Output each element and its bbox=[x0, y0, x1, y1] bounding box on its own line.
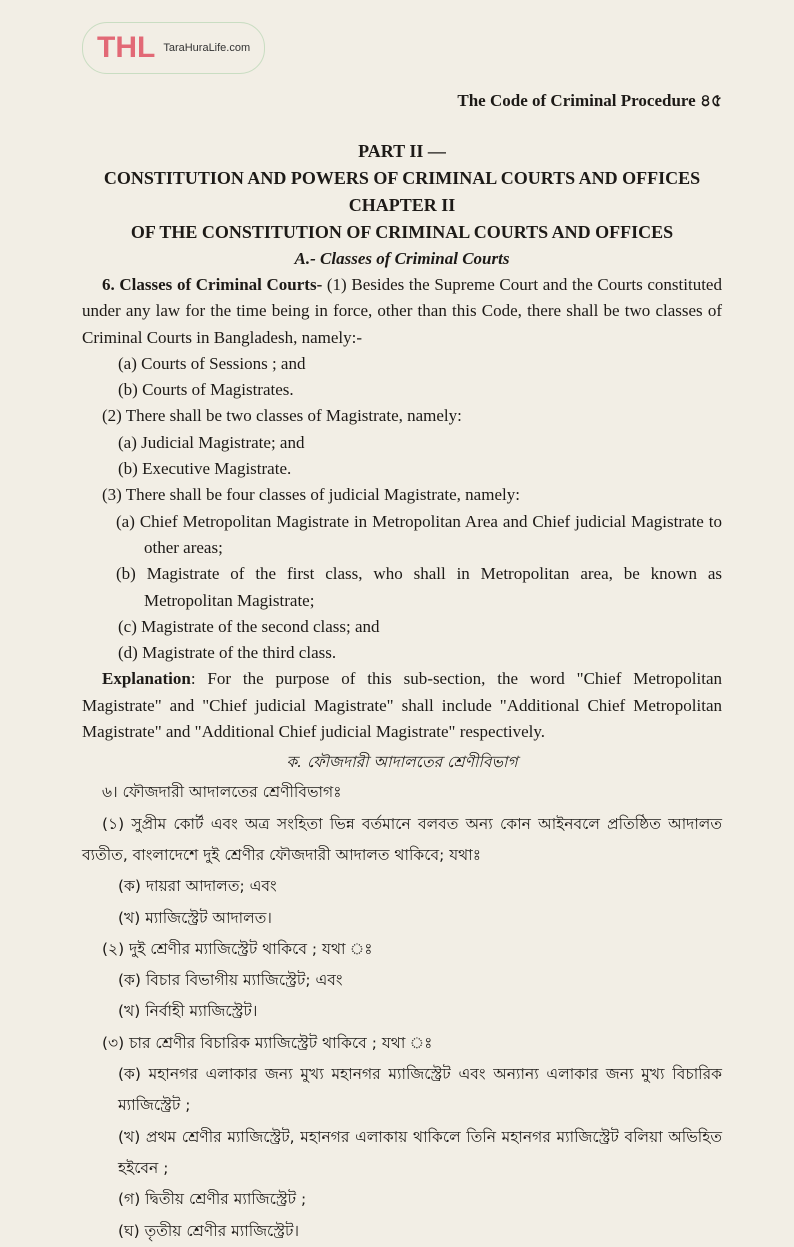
explanation-label: Explanation bbox=[102, 669, 191, 689]
list-item: (খ) নির্বাহী ম্যাজিস্ট্রেট। bbox=[118, 1002, 258, 1021]
list-item: (ক) মহানগর এলাকার জন্য মুখ্য মহানগর ম্যাজিস্ট্রেট এবং অন্যান্য এলাকার জন্য মুখ্য বিচারিক ম্যাজিস্ট্রেট ; bbox=[118, 1065, 722, 1115]
list-item: (ঘ) তৃতীয় শ্রেণীর ম্যাজিস্ট্রেট। bbox=[118, 1221, 300, 1240]
list-item: (a) Chief Metropolitan Magistrate in Metropolitan Area and Chief judicial Magistrate to other areas; bbox=[116, 511, 722, 557]
subheading: A.- Classes of Criminal Courts bbox=[294, 249, 510, 268]
list-item: (a) Courts of Sessions ; and bbox=[118, 353, 306, 373]
part-title: CONSTITUTION AND POWERS OF CRIMINAL COURTS AND OFFICES bbox=[103, 168, 701, 188]
part-label: PART II — bbox=[358, 141, 446, 161]
bengali-p2: (২) দুই শ্রেণীর ম্যাজিস্ট্রেট থাকিবে ; যথা ঃ bbox=[102, 939, 373, 958]
list-item: (ক) বিচার বিভাগীয় ম্যাজিস্ট্রেট; এবং bbox=[118, 971, 343, 990]
list-item: (d) Magistrate of the third class. bbox=[118, 643, 337, 663]
bengali-p1: (১) সুপ্রীম কোর্ট এবং অত্র সংহিতা ভিন্ন বর্তমানে বলবত অন্য কোন আইনবলে প্রতিষ্ঠিত আদালত ব্যতীত, বাংলাদেশে দুই শ্রেণীর ফৌজদারী আদালত থাকিবে; যথাঃ bbox=[82, 814, 722, 864]
list-item: (ক) দায়রা আদালত; এবং bbox=[118, 877, 277, 896]
section-text: (1) Besides the Supreme Court and the Courts constituted under any law for the time being in force, other than this Code, there shall be two classes of Criminal Courts in Bangladesh, namely:- bbox=[82, 275, 722, 347]
list-item: (b) Courts of Magistrates. bbox=[118, 380, 294, 400]
watermark-logo: THL bbox=[97, 31, 156, 64]
section-heading: 6. Classes of Criminal Courts- bbox=[102, 275, 323, 294]
watermark-site: TaraHuraLife.com bbox=[163, 42, 251, 54]
list-item: (c) Magistrate of the second class; and bbox=[118, 616, 380, 636]
chapter-label: CHAPTER II bbox=[348, 195, 456, 215]
page-number: ৪৫ bbox=[699, 91, 722, 110]
header-title: The Code of Criminal Procedure bbox=[457, 91, 696, 110]
list-item: (a) Judicial Magistrate; and bbox=[118, 432, 305, 452]
bengali-heading: ক. ফৌজদারী আদালতের শ্রেণীবিভাগ bbox=[286, 753, 518, 772]
bengali-translation bbox=[82, 747, 722, 1246]
section-6 bbox=[82, 272, 722, 351]
bengali-p3: (৩) চার শ্রেণীর বিচারিক ম্যাজিস্ট্রেট থাকিবে ; যথা ঃ bbox=[102, 1033, 433, 1052]
explanation bbox=[82, 666, 722, 745]
bengali-section: ৬। ফৌজদারী আদালতের শ্রেণীবিভাগঃ bbox=[102, 783, 342, 802]
list-item: (খ) প্রথম শ্রেণীর ম্যাজিস্ট্রেট, মহানগর এলাকায় থাকিলে তিনি মহানগর ম্যাজিস্ট্রেট বলিয়া অভিহিত হইবেন ; bbox=[118, 1127, 722, 1177]
book-page bbox=[82, 88, 722, 1247]
list-item: (b) Magistrate of the first class, who shall in Metropolitan area, be known as Metropolitan Magistrate; bbox=[116, 564, 722, 610]
subsection-3: (3) There shall be four classes of judicial Magistrate, namely: bbox=[102, 485, 520, 505]
list-item: (খ) ম্যাজিস্ট্রেট আদালত। bbox=[118, 908, 272, 927]
list-item: (b) Executive Magistrate. bbox=[118, 459, 292, 479]
running-header bbox=[82, 88, 722, 116]
list-item: (গ) দ্বিতীয় শ্রেণীর ম্যাজিস্ট্রেট ; bbox=[118, 1190, 307, 1209]
watermark bbox=[82, 22, 265, 74]
explanation-text: : For the purpose of this sub-section, the word "Chief Metropolitan Magistrate" and "Chief judicial Magistrate" shall include "Additional Chief Metropolitan Magistrate" and "Additional Chief judicial Magistrate" respectively. bbox=[82, 669, 722, 742]
subsection-2: (2) There shall be two classes of Magistrate, namely: bbox=[102, 406, 462, 426]
chapter-title: OF THE CONSTITUTION OF CRIMINAL COURTS AND OFFICES bbox=[130, 222, 674, 242]
